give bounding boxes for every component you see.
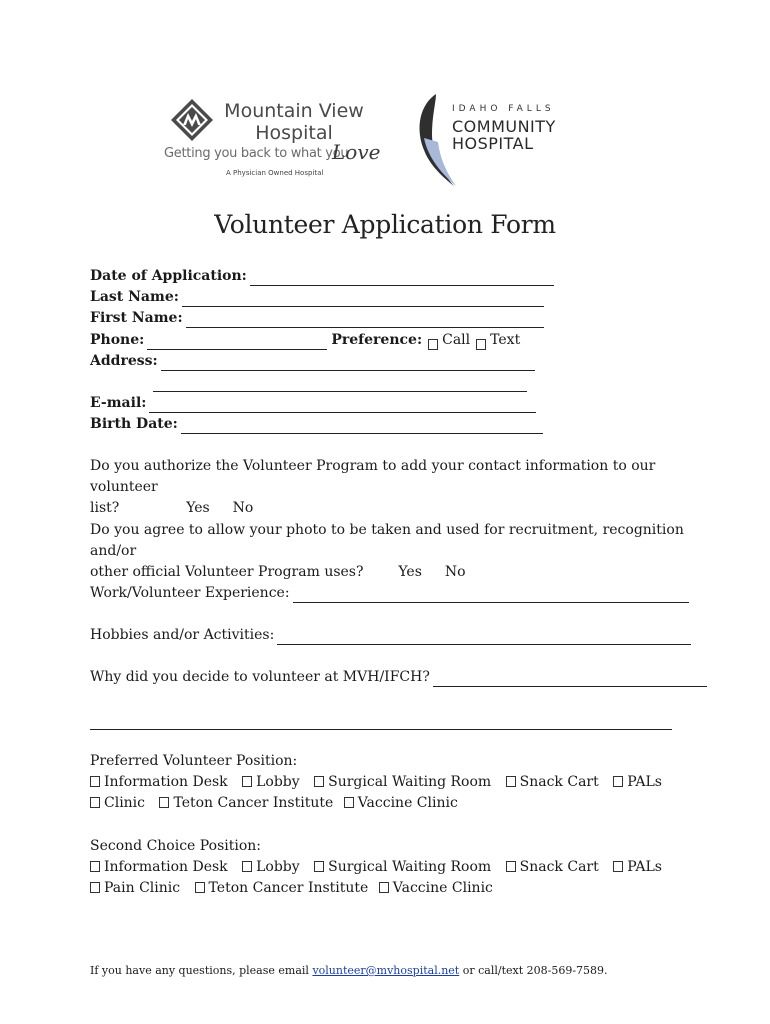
ifch-line2: HOSPITAL bbox=[452, 134, 534, 153]
q1-line2-row bbox=[90, 498, 690, 519]
pref-surgical-waiting-label: Surgical Waiting Room bbox=[328, 774, 492, 790]
email-field[interactable] bbox=[149, 398, 536, 413]
first-name-field[interactable] bbox=[186, 313, 544, 328]
pref-text-label: Text bbox=[490, 332, 521, 348]
pref-info-desk-label: Information Desk bbox=[104, 774, 228, 790]
last-name-label: Last Name: bbox=[90, 289, 179, 305]
pref-call-checkbox[interactable] bbox=[428, 339, 438, 350]
why-label: Why did you decide to volunteer at MVH/IFCH? bbox=[90, 669, 430, 685]
second-vaccine-checkbox[interactable] bbox=[379, 882, 389, 893]
preferred-row2 bbox=[90, 793, 690, 814]
birth-date-row bbox=[90, 414, 543, 434]
second-surgical-waiting-checkbox[interactable] bbox=[314, 861, 324, 872]
mvh-logo bbox=[164, 96, 384, 184]
pref-clinic-label: Clinic bbox=[104, 795, 146, 811]
second-row2 bbox=[90, 878, 690, 899]
footer-contact bbox=[90, 964, 608, 977]
experience-field[interactable] bbox=[293, 588, 689, 603]
address-line2-row bbox=[153, 372, 527, 392]
second-row1 bbox=[90, 857, 690, 878]
last-name-row bbox=[90, 287, 544, 307]
date-field[interactable] bbox=[250, 271, 554, 286]
second-pain-clinic-label: Pain Clinic bbox=[104, 880, 181, 896]
pref-snack-cart-label: Snack Cart bbox=[519, 774, 599, 790]
preferred-position-section bbox=[90, 751, 690, 814]
mvh-tagline: Getting you back to what you bbox=[164, 146, 349, 161]
date-label: Date of Application: bbox=[90, 268, 247, 284]
mvh-diamond-logo-icon bbox=[170, 98, 214, 142]
mvh-owned-text: A Physician Owned Hospital bbox=[226, 169, 324, 177]
second-info-desk-label: Information Desk bbox=[104, 859, 228, 875]
q2-no-option[interactable]: No bbox=[444, 564, 466, 580]
page-title: Volunteer Application Form bbox=[214, 210, 556, 239]
birth-date-label: Birth Date: bbox=[90, 416, 178, 432]
second-surgical-waiting-label: Surgical Waiting Room bbox=[328, 859, 492, 875]
q1-line1: Do you authorize the Volunteer Program to add your contact information to our volunteer bbox=[90, 458, 656, 495]
ifch-line1: COMMUNITY bbox=[452, 117, 556, 136]
second-pals-label: PALs bbox=[627, 859, 662, 875]
pref-lobby-checkbox[interactable] bbox=[242, 776, 252, 787]
q1-line2: list? bbox=[90, 500, 120, 516]
pref-teton-checkbox[interactable] bbox=[159, 797, 169, 808]
email-row bbox=[90, 393, 536, 413]
hobbies-row bbox=[90, 625, 691, 645]
second-teton-checkbox[interactable] bbox=[195, 882, 205, 893]
address-field[interactable] bbox=[161, 356, 535, 371]
address-line2-field[interactable] bbox=[153, 377, 527, 392]
mvh-tagline-script: Love bbox=[332, 140, 381, 164]
footer-text-after: or call/text 208-569-7589. bbox=[462, 964, 608, 977]
volunteer-email-link[interactable]: volunteer@mvhospital.net bbox=[312, 964, 460, 977]
mvh-name bbox=[216, 100, 372, 144]
pref-clinic-checkbox[interactable] bbox=[90, 797, 100, 808]
second-teton-label: Teton Cancer Institute bbox=[208, 880, 369, 896]
last-name-field[interactable] bbox=[182, 292, 544, 307]
second-heading: Second Choice Position: bbox=[90, 838, 261, 854]
why-line2-row bbox=[90, 710, 672, 730]
address-row bbox=[90, 351, 535, 371]
email-label: E-mail: bbox=[90, 395, 147, 411]
pref-call-label: Call bbox=[442, 332, 471, 348]
address-label: Address: bbox=[90, 353, 158, 369]
pref-teton-label: Teton Cancer Institute bbox=[173, 795, 334, 811]
second-snack-cart-label: Snack Cart bbox=[519, 859, 599, 875]
phone-label: Phone: bbox=[90, 332, 145, 348]
phone-row bbox=[90, 330, 520, 350]
preferred-heading: Preferred Volunteer Position: bbox=[90, 753, 298, 769]
second-pain-clinic-checkbox[interactable] bbox=[90, 882, 100, 893]
pref-snack-cart-checkbox[interactable] bbox=[506, 776, 516, 787]
first-name-row bbox=[90, 308, 544, 328]
phone-field[interactable] bbox=[147, 335, 327, 350]
hobbies-field[interactable] bbox=[277, 630, 691, 645]
q2-yes-option[interactable]: Yes bbox=[398, 564, 422, 580]
second-snack-cart-checkbox[interactable] bbox=[506, 861, 516, 872]
second-lobby-checkbox[interactable] bbox=[242, 861, 252, 872]
second-pals-checkbox[interactable] bbox=[613, 861, 623, 872]
second-info-desk-checkbox[interactable] bbox=[90, 861, 100, 872]
q1-yes-option[interactable]: Yes bbox=[186, 500, 210, 516]
date-row bbox=[90, 266, 554, 286]
ifch-top-text: IDAHO FALLS bbox=[452, 104, 555, 114]
preferred-row1 bbox=[90, 772, 690, 793]
ifch-logo bbox=[414, 92, 584, 188]
pref-lobby-label: Lobby bbox=[256, 774, 300, 790]
photo-consent-question bbox=[90, 520, 690, 583]
preference-label: Preference: bbox=[331, 332, 423, 348]
pref-info-desk-checkbox[interactable] bbox=[90, 776, 100, 787]
why-row bbox=[90, 667, 707, 687]
footer-text-before: If you have any questions, please email bbox=[90, 964, 309, 977]
q2-line2: other official Volunteer Program uses? bbox=[90, 564, 364, 580]
hobbies-label: Hobbies and/or Activities: bbox=[90, 627, 275, 643]
pref-vaccine-label: Vaccine Clinic bbox=[357, 795, 458, 811]
first-name-label: First Name: bbox=[90, 310, 183, 326]
q1-no-option[interactable]: No bbox=[232, 500, 254, 516]
why-line2-field[interactable] bbox=[90, 715, 672, 730]
second-choice-section bbox=[90, 836, 690, 899]
contact-consent-question bbox=[90, 456, 690, 519]
experience-row bbox=[90, 583, 689, 603]
pref-text-checkbox[interactable] bbox=[476, 339, 486, 350]
pref-vaccine-checkbox[interactable] bbox=[344, 797, 354, 808]
pref-pals-checkbox[interactable] bbox=[613, 776, 623, 787]
q2-line1: Do you agree to allow your photo to be taken and used for recruitment, recognition and/or bbox=[90, 522, 684, 559]
pref-surgical-waiting-checkbox[interactable] bbox=[314, 776, 324, 787]
why-field[interactable] bbox=[433, 672, 707, 687]
experience-label: Work/Volunteer Experience: bbox=[90, 585, 290, 601]
mvh-name-line1: Mountain View bbox=[224, 100, 364, 122]
second-lobby-label: Lobby bbox=[256, 859, 300, 875]
pref-pals-label: PALs bbox=[627, 774, 662, 790]
birth-date-field[interactable] bbox=[181, 419, 543, 434]
second-vaccine-label: Vaccine Clinic bbox=[392, 880, 493, 896]
mvh-name-line2: Hospital bbox=[255, 122, 333, 144]
q2-line2-row bbox=[90, 562, 690, 583]
